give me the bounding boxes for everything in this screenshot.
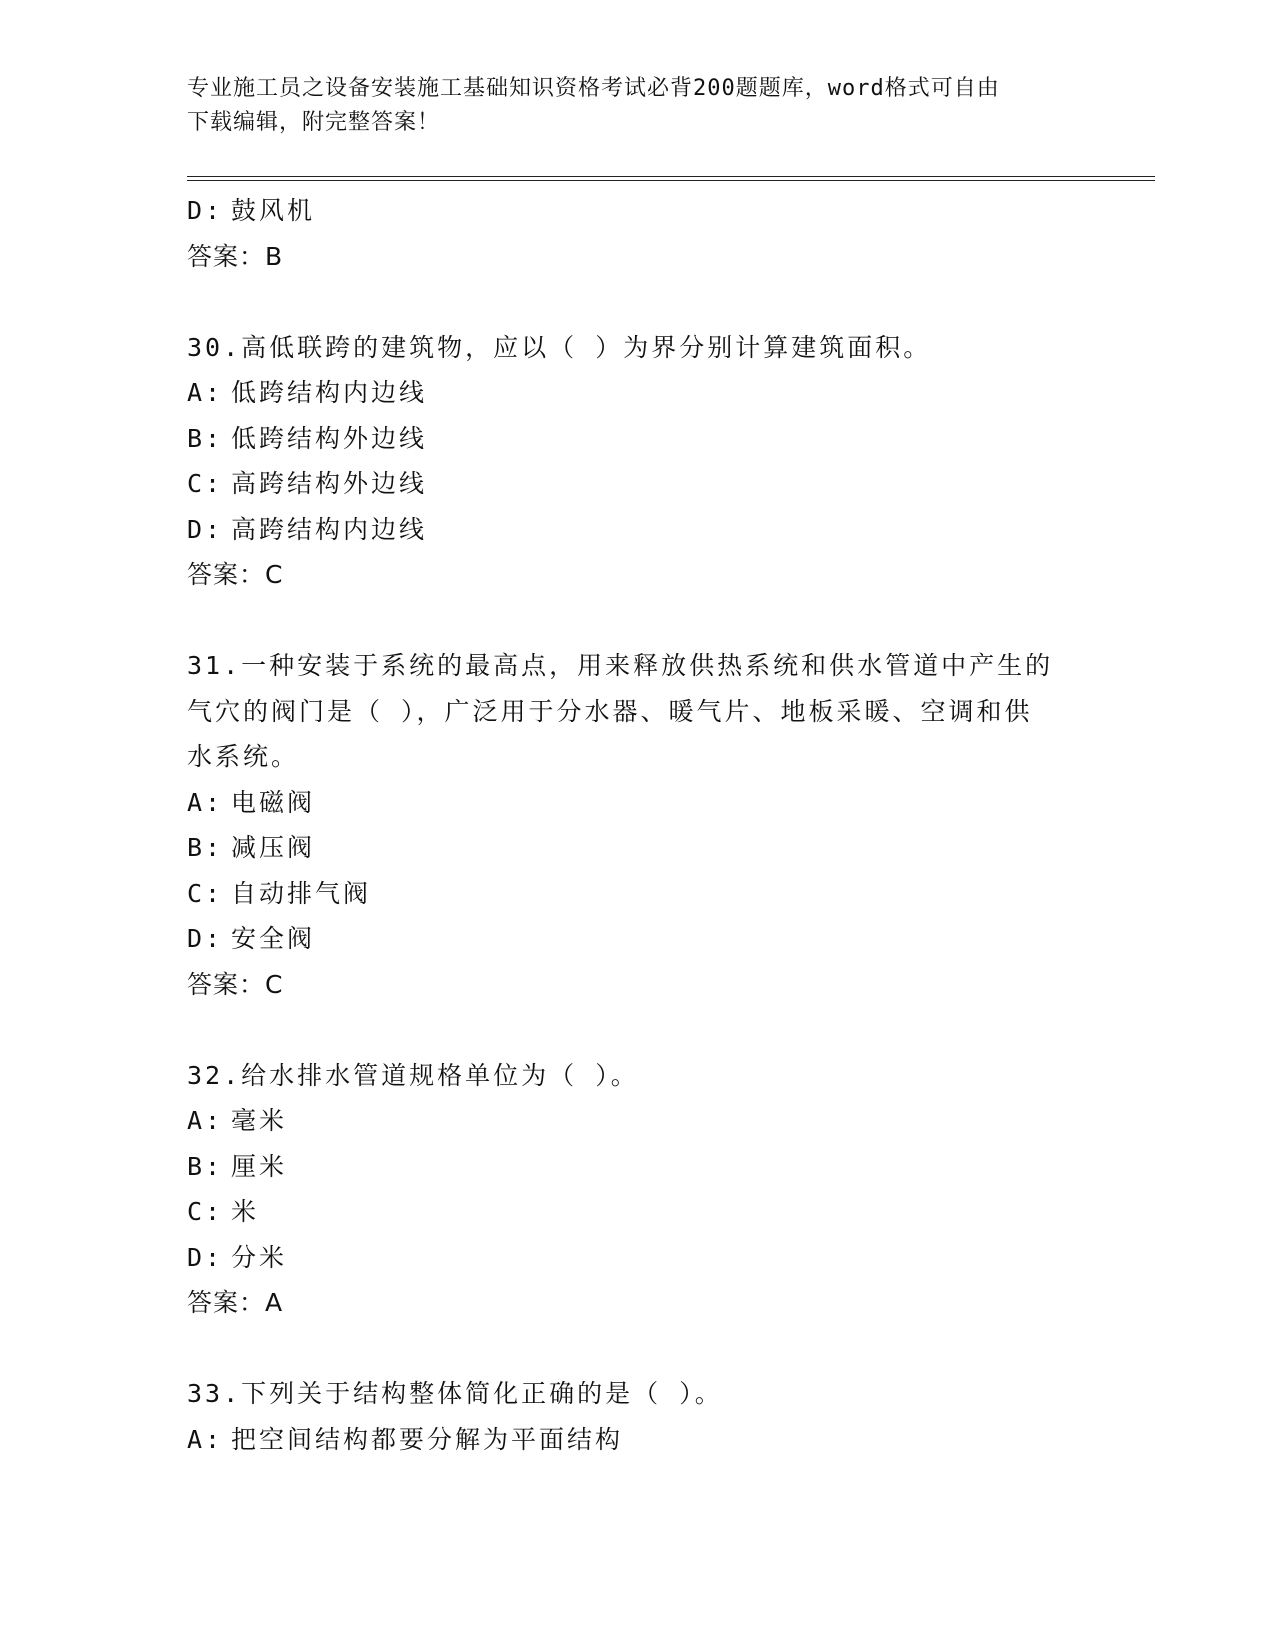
answer-line: 答案：C [187, 560, 284, 589]
option-label: C: [187, 469, 224, 498]
option-label: B: [187, 1151, 224, 1181]
option-d [187, 1235, 1087, 1281]
option-label: C: [187, 1197, 224, 1226]
option-label: D: [187, 1242, 224, 1272]
header-divider [187, 176, 1155, 181]
question-content [187, 188, 1087, 1462]
option-text: 自动排气阀 [231, 878, 372, 908]
question-text: 33.下列关于结构整体简化正确的是（ ）。 [187, 1379, 723, 1408]
option-label: A: [187, 378, 224, 407]
option-text: 厘米 [231, 1151, 288, 1181]
option-c [187, 461, 1087, 507]
header-line-1: 专业施工员之设备安装施工基础知识资格考试必背200题题库，word格式可自由 [187, 76, 1000, 101]
option-b [187, 825, 1087, 871]
option-text: 鼓风机 [231, 196, 316, 225]
question-text: 32.给水排水管道规格单位为（ ）。 [187, 1060, 639, 1090]
option-c [187, 1189, 1087, 1235]
option-label: B: [187, 833, 224, 862]
answer-line: 答案：A [187, 1288, 284, 1317]
option-text: 高跨结构内边线 [231, 514, 428, 544]
option-b [187, 1144, 1087, 1190]
option-a [187, 370, 1087, 416]
option-d [187, 507, 1087, 553]
question-text-line-1: 31.一种安装于系统的最高点，用来释放供热系统和供水管道中产生的 [187, 651, 1054, 680]
option-text: 减压阀 [231, 833, 316, 862]
question-text-line-3: 水系统。 [187, 742, 300, 771]
option-text: 高跨结构外边线 [231, 469, 428, 498]
option-label: D: [187, 196, 224, 225]
question-32 [187, 1053, 1087, 1326]
question-33 [187, 1371, 1087, 1462]
answer-line: 答案：B [187, 241, 284, 271]
option-label: A: [187, 1424, 224, 1454]
question-text-line-2: 气穴的阀门是（ ），广泛用于分水器、暖气片、地板采暖、空调和供 [187, 696, 1033, 726]
question-30 [187, 325, 1087, 598]
page-header [187, 72, 1087, 140]
answer-line: 答案：C [187, 969, 284, 999]
option-text: 电磁阀 [231, 787, 316, 817]
option-a [187, 1417, 1087, 1463]
question-text: 30.高低联跨的建筑物，应以（ ）为界分别计算建筑面积。 [187, 332, 932, 362]
option-text: 安全阀 [231, 924, 316, 953]
option-d [187, 188, 1087, 234]
option-c [187, 871, 1087, 917]
option-text: 米 [231, 1197, 260, 1226]
question-31 [187, 643, 1087, 1007]
option-label: D: [187, 514, 224, 544]
option-label: A: [187, 1106, 224, 1135]
option-b [187, 416, 1087, 462]
option-a [187, 1098, 1087, 1144]
option-text: 毫米 [231, 1106, 288, 1135]
option-text: 分米 [231, 1242, 288, 1272]
option-d [187, 916, 1087, 962]
option-text: 把空间结构都要分解为平面结构 [231, 1424, 624, 1454]
option-text: 低跨结构外边线 [231, 423, 428, 453]
option-label: A: [187, 787, 224, 817]
option-text: 低跨结构内边线 [231, 378, 428, 407]
option-label: C: [187, 878, 224, 908]
option-label: B: [187, 423, 224, 453]
option-a [187, 780, 1087, 826]
header-line-2: 下载编辑，附完整答案！ [187, 110, 441, 135]
option-label: D: [187, 924, 224, 953]
